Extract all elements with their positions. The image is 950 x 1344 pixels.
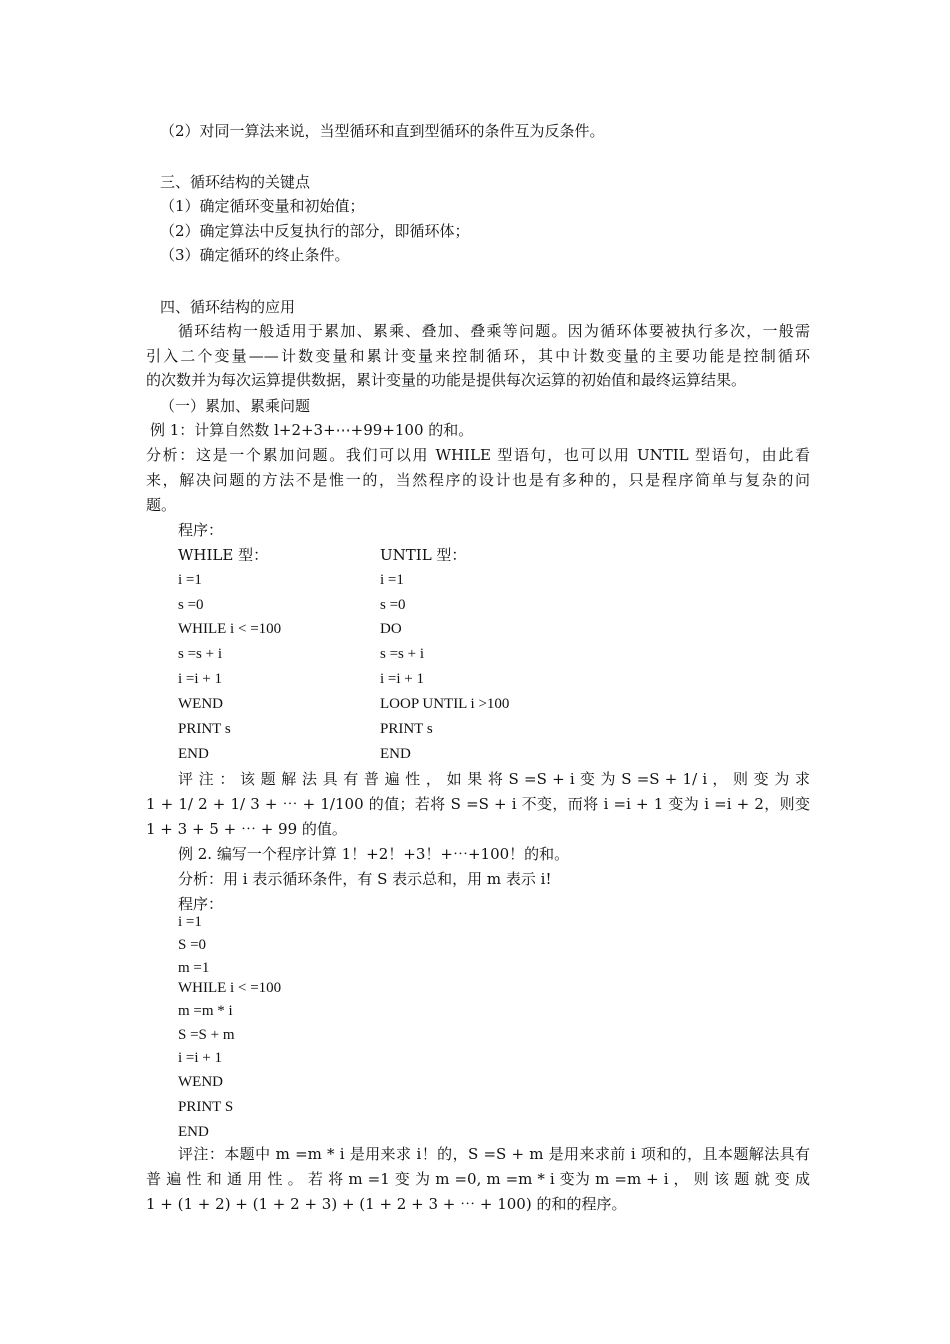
until-line-3: DO (380, 621, 402, 637)
until-line-7: PRINT s (380, 721, 433, 737)
key-point-3: （3）确定循环的终止条件。 (160, 246, 350, 264)
code-line-9: PRINT S (178, 1099, 234, 1115)
until-line-5: i =i + 1 (380, 671, 425, 687)
while-line-5: i =i + 1 (178, 671, 223, 687)
section-4-heading: 四、循环结构的应用 (160, 298, 296, 316)
while-line-6: WEND (178, 696, 223, 712)
section-3-heading: 三、循环结构的关键点 (160, 173, 311, 191)
intro-line-3: 的次数并为每次运算提供数据，累计变量的功能是提供每次运算的初始值和最终运算结果。 (146, 371, 747, 389)
code-line-4: WHILE i < =100 (178, 980, 282, 996)
while-line-2: s =0 (178, 597, 204, 613)
example-2-comment-2: 普 遍 性 和 通 用 性 。 若 将 m =1 变 为 m =0, m =m * i 变为 m =m + i ， 则 该 题 就 变 成 (146, 1170, 810, 1188)
until-line-4: s =s + i (380, 646, 425, 662)
code-line-2: S =0 (178, 937, 207, 953)
key-point-2: （2）确定算法中反复执行的部分，即循环体； (160, 222, 470, 240)
while-header: WHILE 型： (178, 546, 269, 564)
example-2-title: 例 2. 编写一个程序计算 1！+2！+3！+⋯+100！的和。 (178, 845, 570, 863)
until-line-2: s =0 (380, 597, 406, 613)
until-header: UNTIL 型： (380, 546, 467, 564)
example-1-analysis-1: 分析：这是一个累加问题。我们可以用 WHILE 型语句，也可以用 UNTIL 型语句，由此看 (146, 446, 810, 464)
while-line-8: END (178, 746, 209, 762)
while-line-4: s =s + i (178, 646, 223, 662)
intro-line-2: 引入二个变量——计数变量和累计变量来控制循环，其中计数变量的主要功能是控制循环 (146, 347, 810, 365)
until-line-6: LOOP UNTIL i >100 (380, 696, 510, 712)
intro-line-1: 循环结构一般适用于累加、累乘、叠加、叠乘等问题。因为循环体要被执行多次，一般需 (178, 322, 810, 340)
example-1-comment-1: 评 注 ： 该 题 解 法 具 有 普 遍 性 ， 如 果 将 S =S + i 变 为 S =S + 1/ i ， 则 变 为 求 (178, 770, 810, 788)
until-line-1: i =1 (380, 572, 404, 588)
until-line-8: END (380, 746, 411, 762)
key-point-1: （1）确定循环变量和初始值； (160, 197, 365, 215)
example-1-comment-2: 1 + 1/ 2 + 1/ 3 + ⋯ + 1/100 的值；若将 S =S + i 不变，而将 i =i + 1 变为 i =i + 2，则变 (146, 795, 810, 813)
example-2-analysis: 分析：用 i 表示循环条件，有 S 表示总和，用 m 表示 i! (178, 870, 552, 888)
example-1-title: 例 1：计算自然数 l+2+3+⋯+99+100 的和。 (150, 421, 474, 439)
example-1-analysis-3: 题。 (146, 496, 177, 514)
example-2-comment-1: 评注：本题中 m =m * i 是用来求 i！的，S =S + m 是用来求前 i 项和的，且本题解法具有 (178, 1145, 810, 1163)
example-2-comment-3: 1 + (1 + 2) + (1 + 2 + 3) + (1 + 2 + 3 + ⋯ + 100) 的和的程序。 (146, 1195, 627, 1213)
while-line-3: WHILE i < =100 (178, 621, 282, 637)
code-line-6: S =S + m (178, 1027, 235, 1043)
while-line-1: i =1 (178, 572, 202, 588)
code-line-10: END (178, 1124, 209, 1140)
code-line-7: i =i + 1 (178, 1050, 223, 1066)
example-1-comment-3: 1 + 3 + 5 + ⋯ + 99 的值。 (146, 820, 347, 838)
code-line-3: m =1 (178, 960, 210, 976)
example-1-program-label: 程序： (178, 521, 224, 539)
code-line-5: m =m * i (178, 1003, 233, 1019)
example-1-analysis-2: 来，解决问题的方法不是惟一的，当然程序的设计也是有多种的，只是程序简单与复杂的问 (146, 471, 810, 489)
note-2: （2）对同一算法来说，当型循环和直到型循环的条件互为反条件。 (160, 122, 605, 140)
code-line-8: WEND (178, 1074, 223, 1090)
code-line-1: i =1 (178, 914, 202, 930)
while-line-7: PRINT s (178, 721, 231, 737)
subsection-1-heading: （一）累加、累乘问题 (160, 397, 311, 415)
example-2-program-label: 程序： (178, 895, 224, 913)
